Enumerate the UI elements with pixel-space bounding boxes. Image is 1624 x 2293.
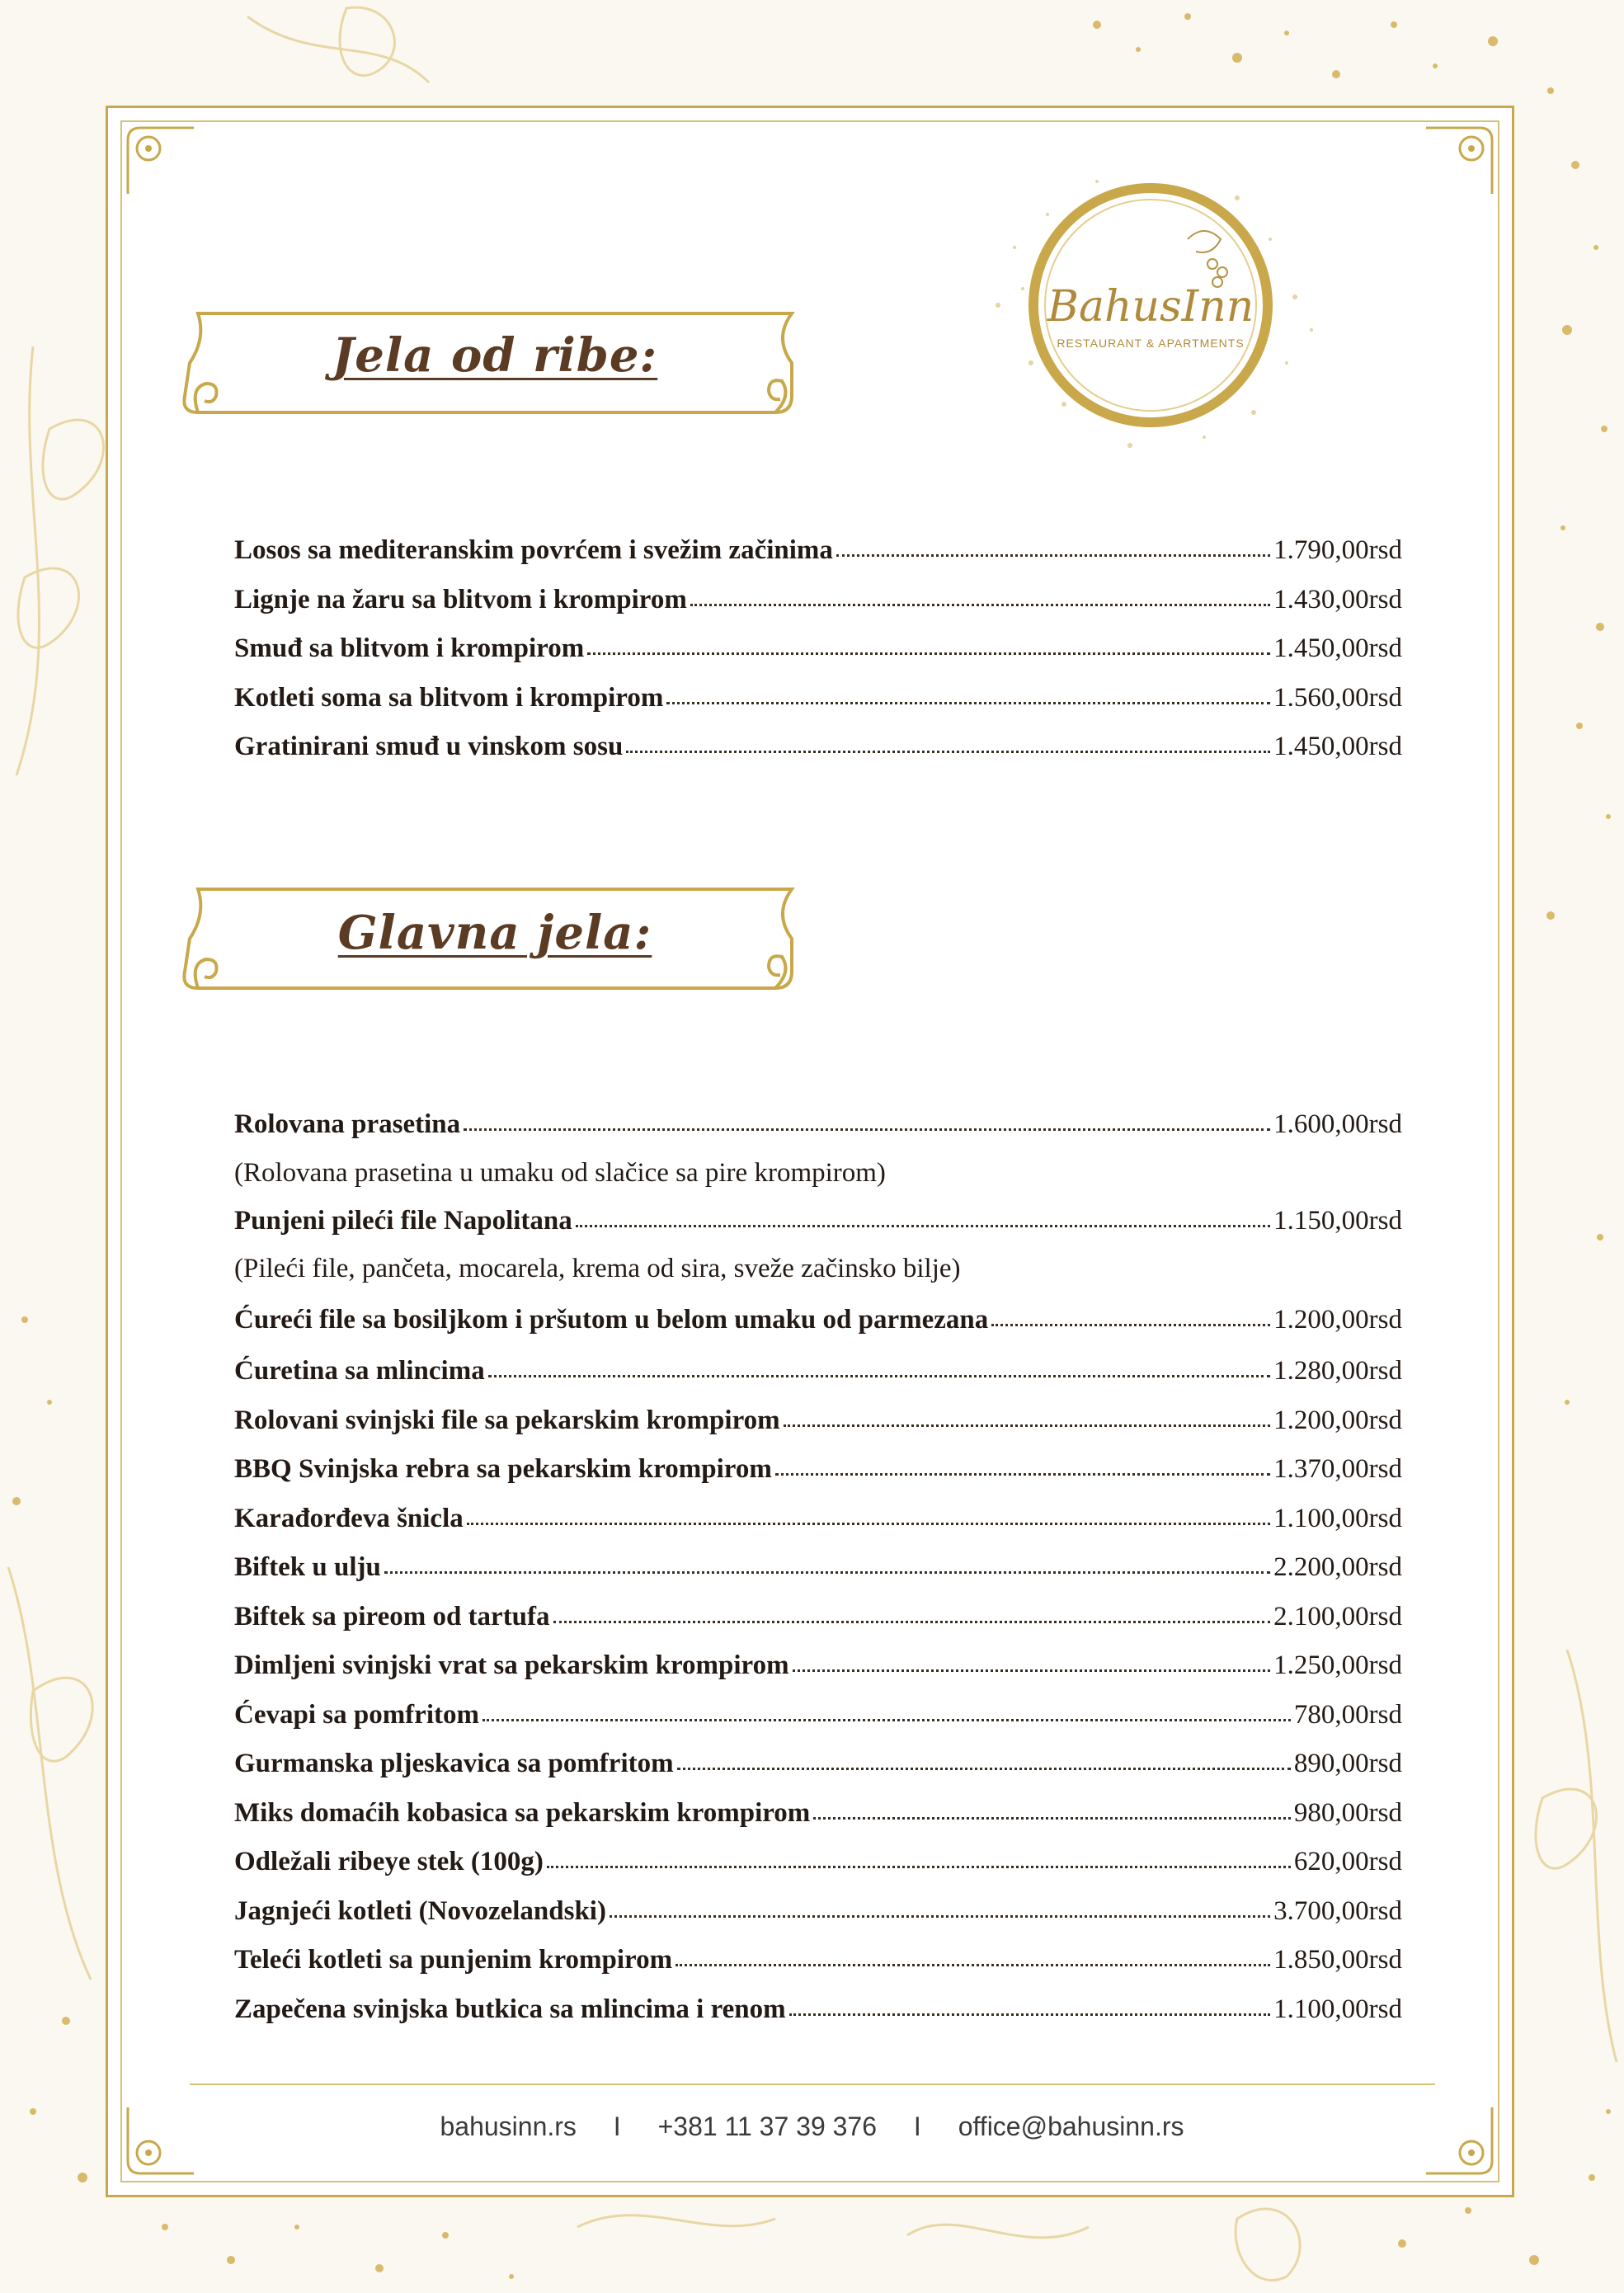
menu-item xyxy=(234,1347,1402,1396)
leader-dots xyxy=(547,1866,1291,1868)
footer-separator: I xyxy=(913,2112,921,2141)
item-price: 1.250,00rsd xyxy=(1273,1650,1402,1680)
section-title: Glavna jela: xyxy=(337,906,652,960)
brand-logo xyxy=(965,148,1336,462)
menu-item xyxy=(234,1691,1402,1740)
menu-item xyxy=(234,1292,1402,1347)
item-price: 780,00rsd xyxy=(1293,1699,1402,1730)
menu-item xyxy=(234,576,1402,625)
fish-dishes-list xyxy=(234,526,1402,772)
menu-item xyxy=(234,723,1402,772)
item-name: BBQ Svinjska rebra sa pekarskim krompirom xyxy=(234,1454,772,1484)
menu-item xyxy=(234,624,1402,674)
leader-dots xyxy=(690,604,1270,606)
main-dishes-list xyxy=(234,1100,1402,2034)
menu-item xyxy=(234,526,1402,576)
menu-item xyxy=(234,1593,1402,1642)
menu-item xyxy=(234,1543,1402,1593)
menu-item xyxy=(234,1396,1402,1446)
menu-item xyxy=(234,1100,1402,1150)
item-name: Ćevapi sa pomfritom xyxy=(234,1699,479,1730)
item-name: Zapečena svinjska butkica sa mlincima i renom xyxy=(234,1994,786,2024)
item-name: Miks domaćih kobasica sa pekarskim krompirom xyxy=(234,1797,811,1828)
item-name: Ćuretina sa mlincima xyxy=(234,1356,485,1386)
item-price: 1.600,00rsd xyxy=(1273,1109,1402,1139)
item-price: 2.100,00rsd xyxy=(1273,1601,1402,1631)
leader-dots xyxy=(793,1669,1271,1672)
item-name: Karađorđeva šnicla xyxy=(234,1503,464,1533)
item-name: Gurmanska pljeskavica sa pomfritom xyxy=(234,1749,674,1778)
corner-ornament-icon xyxy=(1422,124,1496,198)
menu-item xyxy=(234,1887,1402,1937)
leader-dots xyxy=(675,1964,1270,1966)
menu-item xyxy=(234,1789,1402,1839)
footer-separator: I xyxy=(613,2112,621,2141)
item-price: 1.200,00rsd xyxy=(1273,1405,1402,1435)
website-link[interactable]: bahusinn.rs xyxy=(440,2112,577,2141)
menu-item xyxy=(234,1740,1402,1789)
email-link[interactable]: office@bahusinn.rs xyxy=(958,2112,1184,2141)
item-price: 3.700,00rsd xyxy=(1273,1895,1402,1926)
item-name: Odležali ribeye stek (100g) xyxy=(234,1847,544,1876)
footer-divider xyxy=(190,2083,1435,2085)
leader-dots xyxy=(991,1324,1270,1326)
corner-ornament-icon xyxy=(124,124,198,198)
leader-dots xyxy=(488,1375,1270,1377)
leader-dots xyxy=(813,1817,1291,1820)
leader-dots xyxy=(576,1225,1270,1227)
item-name: Punjeni pileći file Napolitana xyxy=(234,1205,572,1236)
item-price: 1.280,00rsd xyxy=(1273,1356,1402,1386)
item-name: Teleći kotleti sa punjenim krompirom xyxy=(234,1945,673,1975)
item-name: Smuđ sa blitvom i krompirom xyxy=(234,633,585,663)
menu-item xyxy=(234,1838,1402,1887)
phone-number[interactable]: +381 11 37 39 376 xyxy=(657,2112,878,2141)
item-description: (Rolovana prasetina u umaku od slačice sa pire krompirom) xyxy=(234,1157,886,1188)
item-description: (Pileći file, pančeta, mocarela, krema od sira, sveže začinsko bilje) xyxy=(234,1254,961,1283)
item-price: 890,00rsd xyxy=(1293,1749,1402,1778)
section-banner xyxy=(181,305,808,421)
item-name: Rolovani svinjski file sa pekarskim krompirom xyxy=(234,1405,780,1435)
menu-item xyxy=(234,674,1402,723)
menu-item xyxy=(234,1936,1402,1985)
item-price: 2.200,00rsd xyxy=(1273,1552,1402,1582)
leader-dots xyxy=(610,1915,1270,1918)
menu-item xyxy=(234,1197,1402,1246)
leader-dots xyxy=(467,1523,1270,1525)
leader-dots xyxy=(626,751,1270,753)
item-price: 1.430,00rsd xyxy=(1273,584,1402,614)
item-price: 980,00rsd xyxy=(1293,1797,1402,1828)
leader-dots xyxy=(384,1571,1270,1574)
item-price: 1.370,00rsd xyxy=(1273,1454,1402,1484)
item-name: Lignje na žaru sa blitvom i krompirom xyxy=(234,584,687,614)
item-price: 1.560,00rsd xyxy=(1273,682,1402,713)
item-name: Dimljeni svinjski vrat sa pekarskim krompirom xyxy=(234,1650,789,1680)
menu-item xyxy=(234,1495,1402,1544)
leader-dots xyxy=(784,1424,1271,1427)
item-name: Biftek sa pireom od tartufa xyxy=(234,1601,550,1631)
brand-tagline: RESTAURANT & APARTMENTS xyxy=(1057,337,1245,350)
brand-name: BahusInn xyxy=(1047,282,1254,332)
item-price: 1.100,00rsd xyxy=(1273,1503,1402,1533)
item-price: 620,00rsd xyxy=(1293,1847,1402,1876)
leader-dots xyxy=(482,1719,1291,1721)
item-price: 1.450,00rsd xyxy=(1273,732,1402,761)
item-name: Gratinirani smuđ u vinskom sosu xyxy=(234,732,624,761)
leader-dots xyxy=(677,1768,1291,1770)
item-name: Rolovana prasetina xyxy=(234,1109,461,1139)
item-name: Jagnjeći kotleti (Novozelandski) xyxy=(234,1895,606,1926)
item-price: 1.450,00rsd xyxy=(1273,633,1402,663)
leader-dots xyxy=(666,702,1270,704)
leader-dots xyxy=(587,652,1270,655)
item-name: Ćureći file sa bosiljkom i pršutom u belom umaku od parmezana xyxy=(234,1305,989,1335)
menu-item xyxy=(234,1985,1402,2035)
item-price: 1.150,00rsd xyxy=(1273,1205,1402,1236)
item-price: 1.200,00rsd xyxy=(1273,1305,1402,1335)
menu-item xyxy=(234,1445,1402,1495)
item-price: 1.790,00rsd xyxy=(1273,535,1402,565)
item-price: 1.850,00rsd xyxy=(1273,1945,1402,1975)
section-title: Jela od ribe: xyxy=(332,328,658,383)
item-name: Kotleti soma sa blitvom i krompirom xyxy=(234,682,664,713)
section-banner xyxy=(181,881,808,996)
item-name: Biftek u ulju xyxy=(234,1552,381,1582)
item-price: 1.100,00rsd xyxy=(1273,1994,1402,2024)
leader-dots xyxy=(836,554,1270,557)
leader-dots xyxy=(789,2013,1271,2016)
item-name: Losos sa mediteranskim povrćem i svežim začinima xyxy=(234,535,833,565)
footer-contact xyxy=(0,2112,1624,2142)
leader-dots xyxy=(775,1473,1270,1476)
menu-item xyxy=(234,1641,1402,1691)
leader-dots xyxy=(464,1128,1270,1131)
leader-dots xyxy=(553,1621,1271,1623)
